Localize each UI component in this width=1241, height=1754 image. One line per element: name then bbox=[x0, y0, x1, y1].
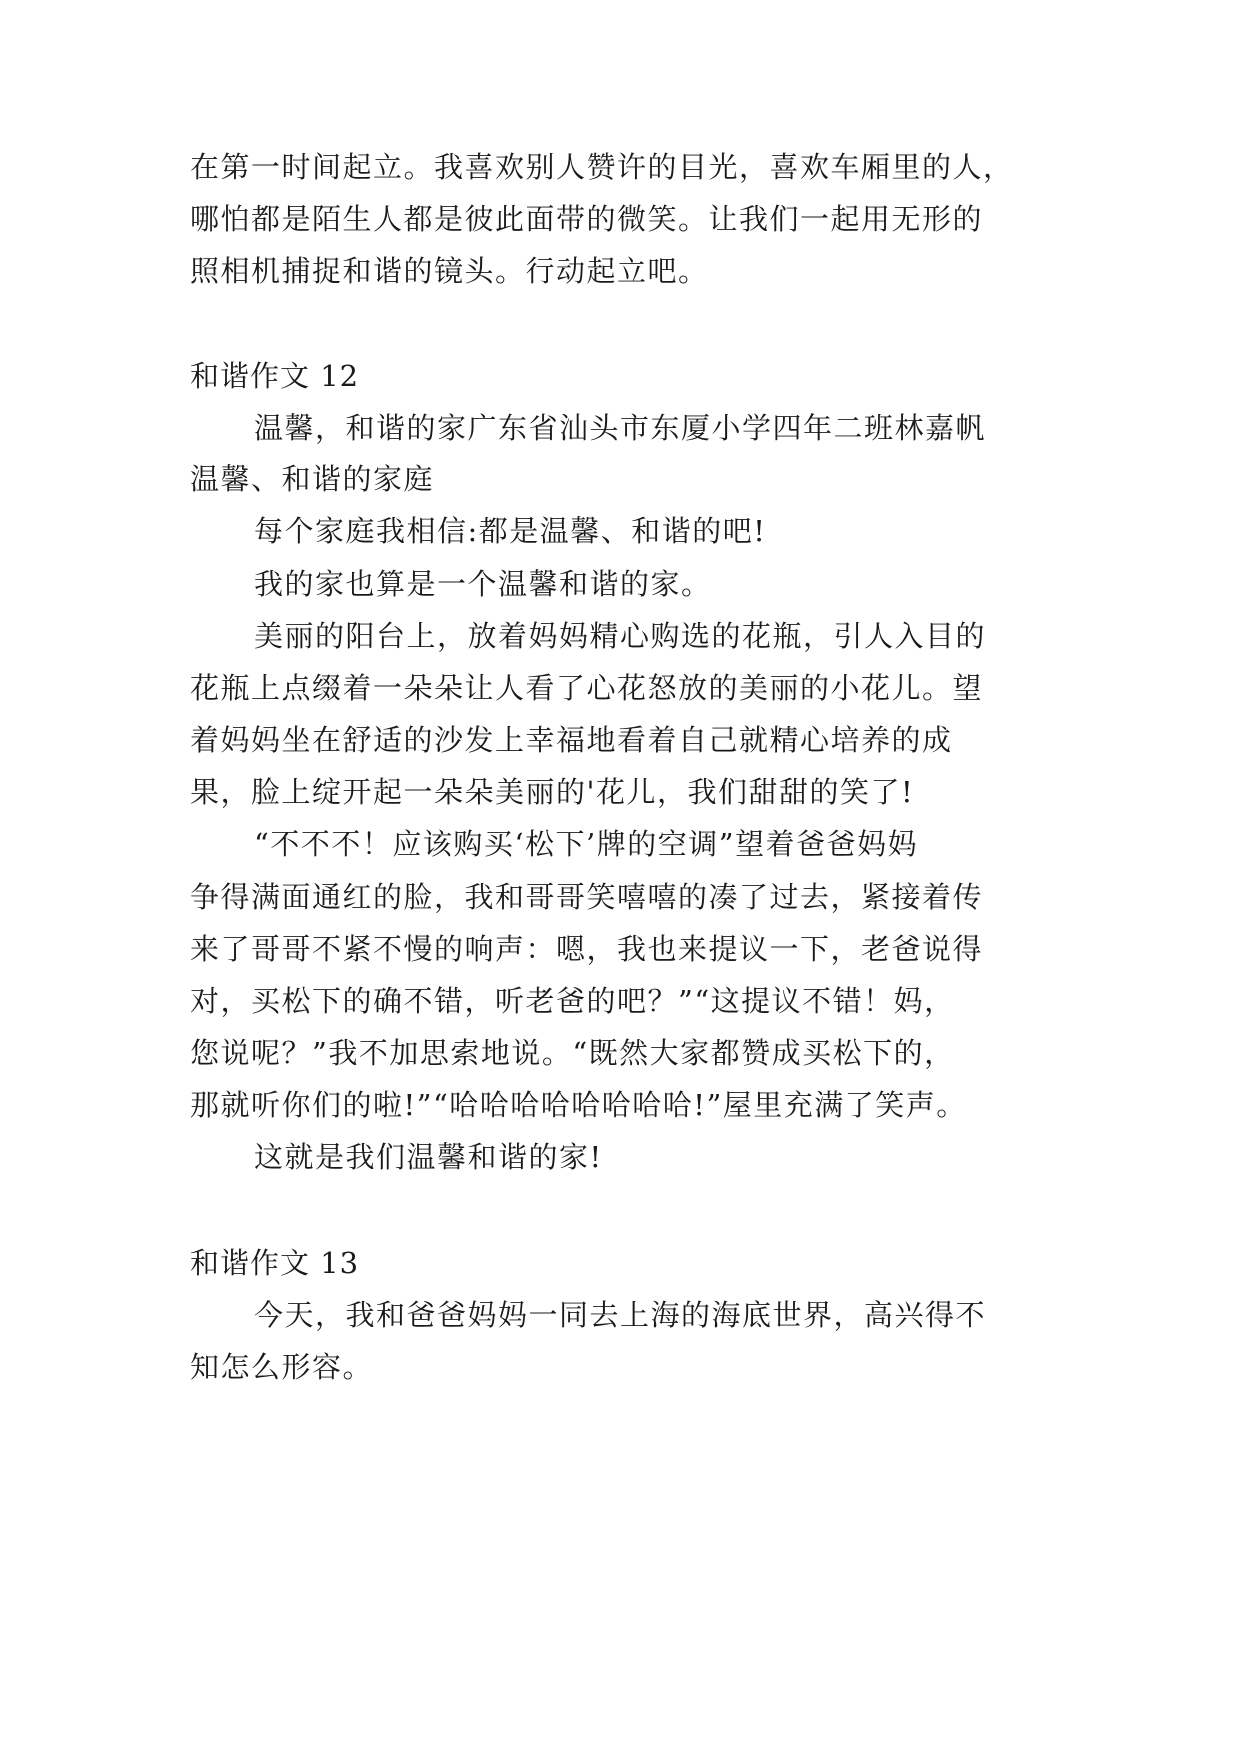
paragraph-line: 花瓶上点缀着一朵朵让人看了心花怒放的美丽的小花儿。望 bbox=[190, 671, 984, 705]
paragraph-line: 您说呢？”我不加思索地说。“既然大家都赞成买松下的， bbox=[190, 1036, 955, 1070]
paragraph-line: 争得满面通红的脸，我和哥哥笑嘻嘻的凑了过去，紧接着传 bbox=[190, 880, 984, 914]
paragraph-line: 果，脸上绽开起一朵朵美丽的'花儿，我们甜甜的笑了! bbox=[190, 775, 915, 809]
paragraph-line: 温馨，和谐的家广东省汕头市东厦小学四年二班林嘉帆 bbox=[254, 411, 987, 445]
paragraph-line: 对，买松下的确不错，听老爸的吧？”“这提议不错！妈， bbox=[190, 984, 955, 1018]
section-heading: 和谐作文 13 bbox=[190, 1246, 360, 1280]
paragraph-line: 哪怕都是陌生人都是彼此面带的微笑。让我们一起用无形的 bbox=[190, 202, 984, 236]
paragraph-line: 着妈妈坐在舒适的沙发上幸福地看着自己就精心培养的成 bbox=[190, 723, 953, 757]
paragraph-line: 照相机捕捉和谐的镜头。行动起立吧。 bbox=[190, 254, 709, 288]
paragraph-line: 在第一时间起立。我喜欢别人赞许的目光，喜欢车厢里的人， bbox=[190, 150, 1014, 184]
section-heading: 和谐作文 12 bbox=[190, 359, 360, 393]
paragraph-line: 来了哥哥不紧不慢的响声：嗯，我也来提议一下，老爸说得 bbox=[190, 932, 984, 966]
paragraph-line: “不不不！应该购买‘松下’牌的空调”望着爸爸妈妈 bbox=[254, 827, 919, 861]
paragraph-line: 知怎么形容。 bbox=[190, 1350, 374, 1384]
paragraph-line: 今天，我和爸爸妈妈一同去上海的海底世界，高兴得不 bbox=[254, 1298, 987, 1332]
paragraph-line: 我的家也算是一个温馨和谐的家。 bbox=[254, 567, 712, 601]
paragraph-line: 这就是我们温馨和谐的家! bbox=[254, 1140, 603, 1174]
paragraph-line: 美丽的阳台上，放着妈妈精心购选的花瓶，引人入目的 bbox=[254, 619, 987, 653]
paragraph-line: 温馨、和谐的家庭 bbox=[190, 462, 435, 496]
paragraph-line: 那就听你们的啦!”“哈哈哈哈哈哈哈哈!”屋里充满了笑声。 bbox=[190, 1088, 967, 1122]
paragraph-line: 每个家庭我相信:都是温馨、和谐的吧! bbox=[254, 514, 767, 548]
document-page bbox=[190, 0, 1070, 1754]
